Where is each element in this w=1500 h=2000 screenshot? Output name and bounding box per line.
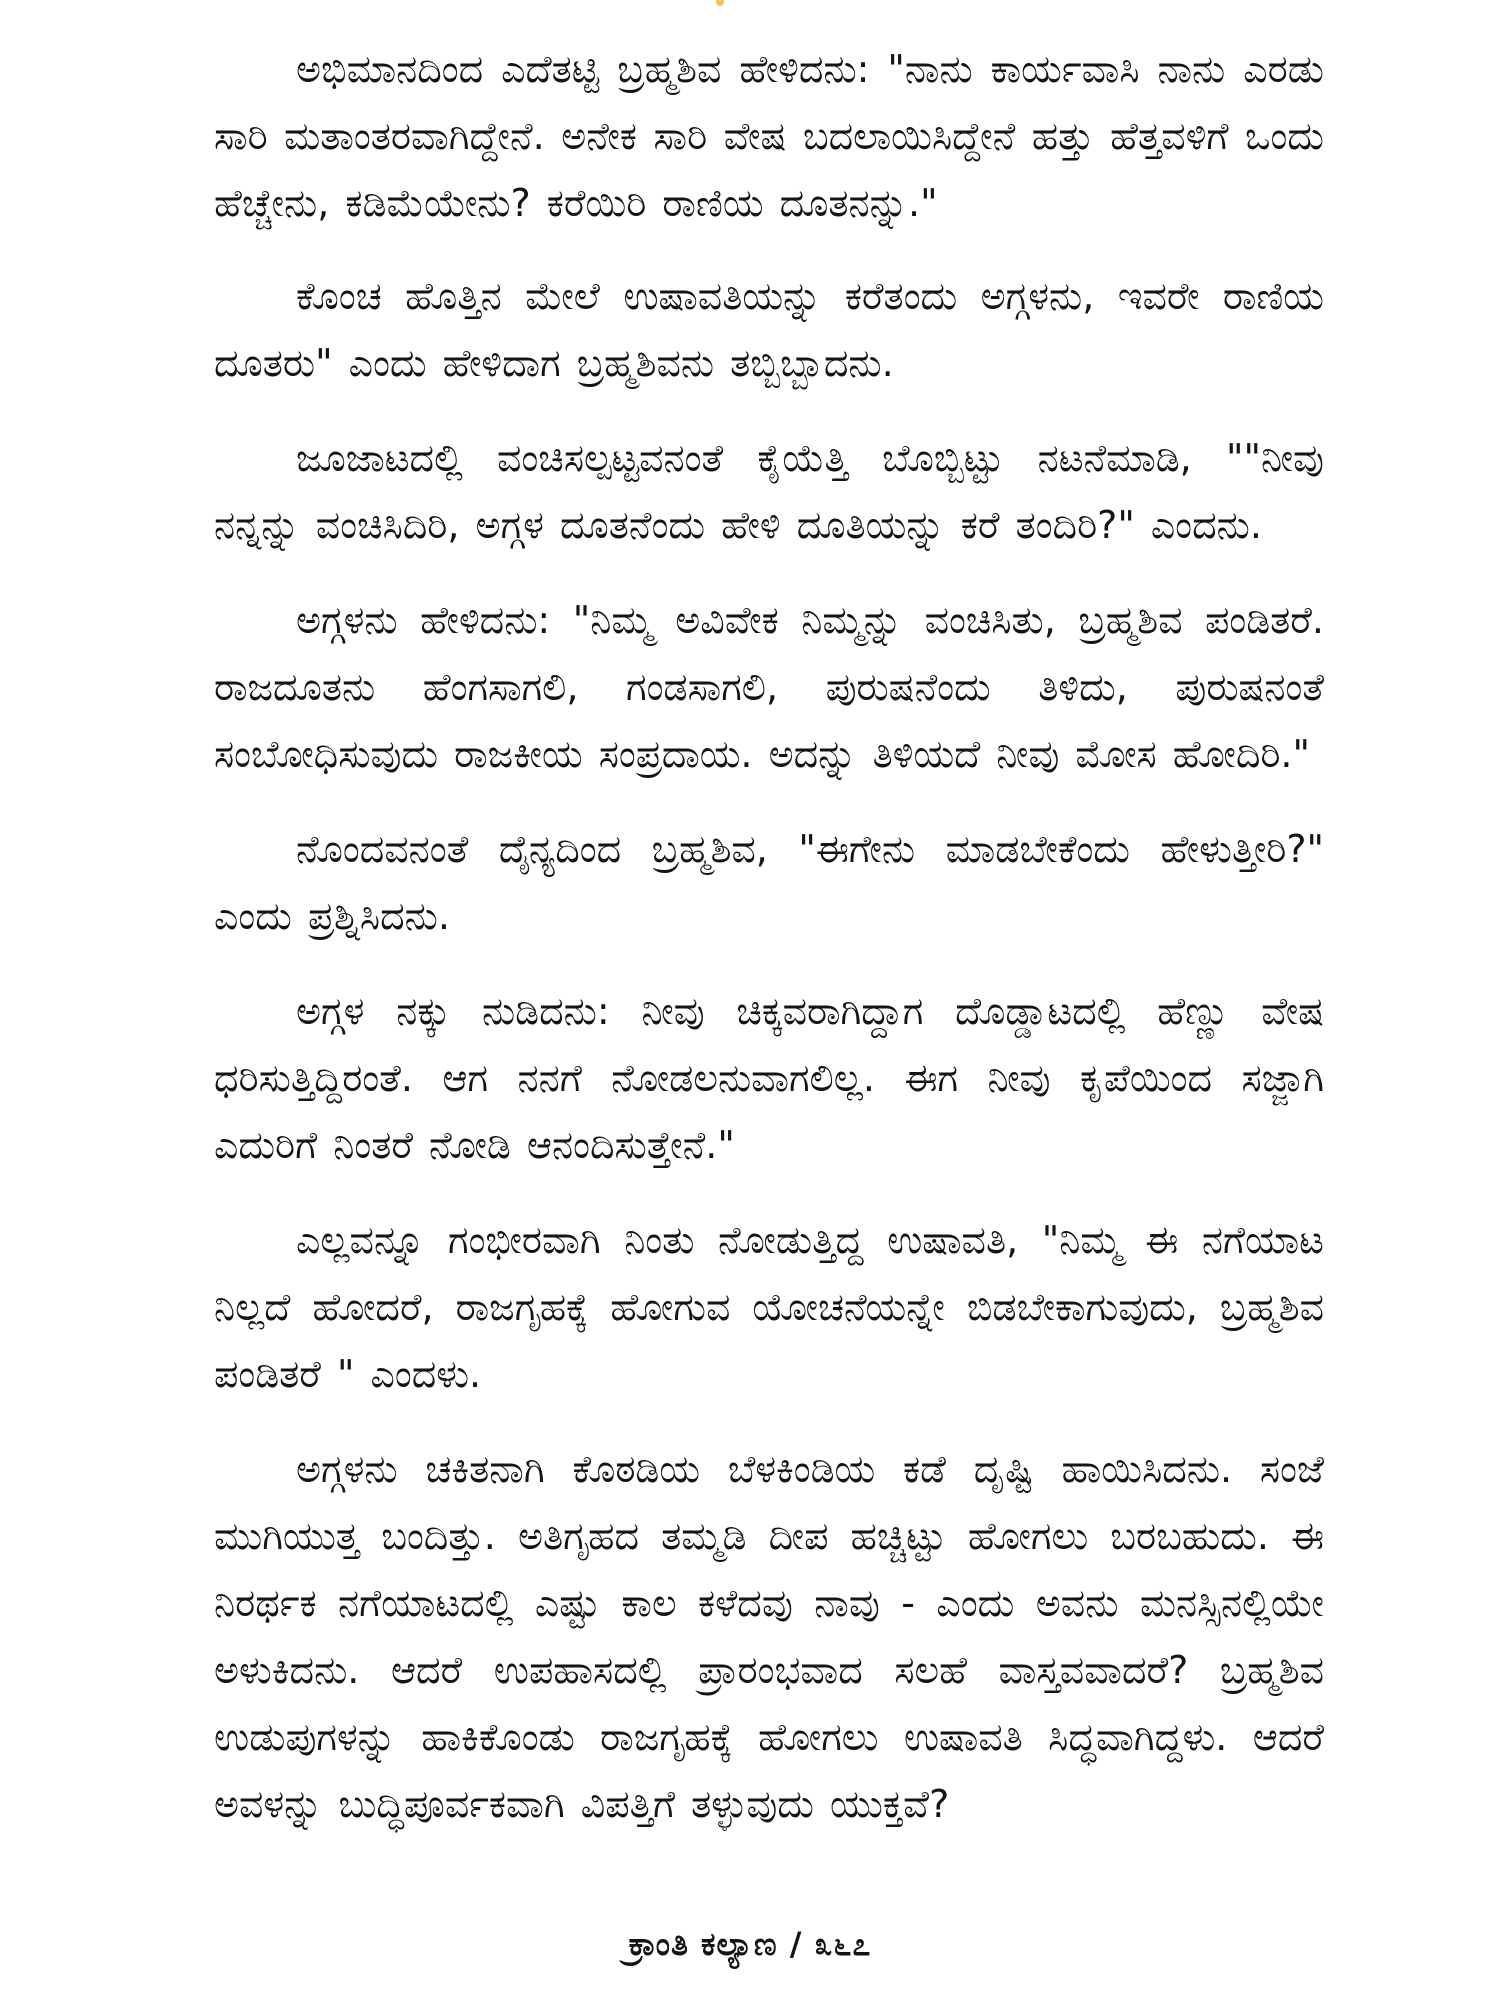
- paragraph-8: ಅಗ್ಗಳನು ಚಕಿತನಾಗಿ ಕೊಠಡಿಯ ಬೆಳಕಿಂಡಿಯ ಕಡೆ ದೃಷ್ಟಿ ಹಾಯಿಸಿದನು. ಸಂಜೆ ಮುಗಿಯುತ್ತ ಬಂದಿತ್ತು. ಅತಿಗೃಹದ ತಮ್ಮಡಿ ದೀಪ ಹಚ್ಚಿಟ್ಟು ಹೋಗಲು ಬರಬಹುದು. ಈ ನಿರರ್ಥಕ ನಗೆಯಾಟದಲ್ಲಿ ಎಷ್ಟು ಕಾಲ ಕಳೆದವು ನಾವು - ಎಂದು ಅವನು ಮನಸ್ಸಿನಲ್ಲಿಯೇ ಅಳುಕಿದನು. ಆದರೆ ಉಪಹಾಸದಲ್ಲಿ ಪ್ರಾರಂಭವಾದ ಸಲಹೆ ವಾಸ್ತವವಾದರೆ? ಬ್ರಹ್ಮಶಿವ ಉಡುಪುಗಳನ್ನು ಹಾಕಿಕೊಂಡು ರಾಜಗೃಹಕ್ಕೆ ಹೋಗಲು ಉಷಾವತಿ ಸಿದ್ಧವಾಗಿದ್ದಳು. ಆದರೆ ಅವಳನ್ನು ಬುದ್ಧಿಪೂರ್ವಕವಾಗಿ ವಿಪತ್ತಿಗೆ ತಳ್ಳುವುದು ಯುಕ್ತವೆ?: [214, 1447, 1324, 1826]
- paragraph-7: ಎಲ್ಲವನ್ನೂ ಗಂಭೀರವಾಗಿ ನಿಂತು ನೋಡುತ್ತಿದ್ದ ಉಷಾವತಿ, "ನಿಮ್ಮ ಈ ನಗೆಯಾಟ ನಿಲ್ಲದೆ ಹೋದರೆ, ರಾಜಗೃಹಕ್ಕೆ ಹೋಗುವ ಯೋಚನೆಯನ್ನೇ ಬಿಡಬೇಕಾಗುವುದು, ಬ್ರಹ್ಮಶಿವ ಪಂಡಿತರೆ " ಎಂದಳು.: [214, 1218, 1324, 1396]
- paragraph-5: ನೊಂದವನಂತೆ ದೈನ್ಯದಿಂದ ಬ್ರಹ್ಮಶಿವ, "ಈಗೇನು ಮಾಡಬೇಕೆಂದು ಹೇಳುತ್ತೀರಿ?" ಎಂದು ಪ್ರಶ್ನಿಸಿದನು.: [214, 827, 1324, 938]
- paragraph-4: ಅಗ್ಗಳನು ಹೇಳಿದನು: "ನಿಮ್ಮ ಅವಿವೇಕ ನಿಮ್ಮನ್ನು ವಂಚಿಸಿತು, ಬ್ರಹ್ಮಶಿವ ಪಂಡಿತರೆ. ರಾಜದೂತನು ಹೆಂಗಸಾಗಲಿ, ಗಂಡಸಾಗಲಿ, ಪುರುಷನೆಂದು ತಿಳಿದು, ಪುರುಷನಂತೆ ಸಂಬೋಧಿಸುವುದು ರಾಜಕೀಯ ಸಂಪ್ರದಾಯ. ಅದನ್ನು ತಿಳಿಯದೆ ನೀವು ಮೋಸ ಹೋದಿರಿ.": [214, 598, 1324, 776]
- scan-mark: [716, 0, 724, 6]
- paragraph-1: ಅಭಿಮಾನದಿಂದ ಎದೆತಟ್ಟಿ ಬ್ರಹ್ಮಶಿವ ಹೇಳಿದನು: "ನಾನು ಕಾರ್ಯವಾಸಿ ನಾನು ಎರಡು ಸಾರಿ ಮತಾಂತರವಾಗಿದ್ದೇನೆ. ಅನೇಕ ಸಾರಿ ವೇಷ ಬದಲಾಯಿಸಿದ್ದೇನೆ ಹತ್ತು ಹೆತ್ತವಳಿಗೆ ಒಂದು ಹೆಚ್ಚೇನು, ಕಡಿಮೆಯೇನು? ಕರೆಯಿರಿ ರಾಣಿಯ ದೂತನನ್ನು.": [214, 47, 1324, 225]
- paragraph-2: ಕೊಂಚ ಹೊತ್ತಿನ ಮೇಲೆ ಉಷಾವತಿಯನ್ನು ಕರೆತಂದು ಅಗ್ಗಳನು, ಇವರೇ ರಾಣಿಯ ದೂತರು" ಎಂದು ಹೇಳಿದಾಗ ಬ್ರಹ್ಮಶಿವನು ತಬ್ಬಿಬ್ಬಾದನು.: [214, 274, 1324, 385]
- paragraph-6: ಅಗ್ಗಳ ನಕ್ಕು ನುಡಿದನು: ನೀವು ಚಿಕ್ಕವರಾಗಿದ್ದಾಗ ದೊಡ್ಡಾಟದಲ್ಲಿ ಹೆಣ್ಣು ವೇಷ ಧರಿಸುತ್ತಿದ್ದಿರಂತೆ. ಆಗ ನನಗೆ ನೋಡಲನುವಾಗಲಿಲ್ಲ. ಈಗ ನೀವು ಕೃಪೆಯಿಂದ ಸಜ್ಜಾಗಿ ಎದುರಿಗೆ ನಿಂತರೆ ನೋಡಿ ಆನಂದಿಸುತ್ತೇನೆ.": [214, 989, 1324, 1167]
- paragraph-3: ಜೂಜಾಟದಲ್ಲಿ ವಂಚಿಸಲ್ಪಟ್ಟವನಂತೆ ಕೈಯೆತ್ತಿ ಬೊಬ್ಬಿಟ್ಟು ನಟನೆಮಾಡಿ, ""ನೀವು ನನ್ನನ್ನು ವಂಚಿಸಿದಿರಿ, ಅಗ್ಗಳ ದೂತನೆಂದು ಹೇಳಿ ದೂತಿಯನ್ನು ಕರೆ ತಂದಿರಿ?" ಎಂದನು.: [214, 436, 1324, 547]
- body-text: [214, 36, 1324, 1866]
- page-footer: ಕ್ರಾಂತಿ ಕಲ್ಯಾಣ / ೩೬೭: [628, 1925, 872, 1963]
